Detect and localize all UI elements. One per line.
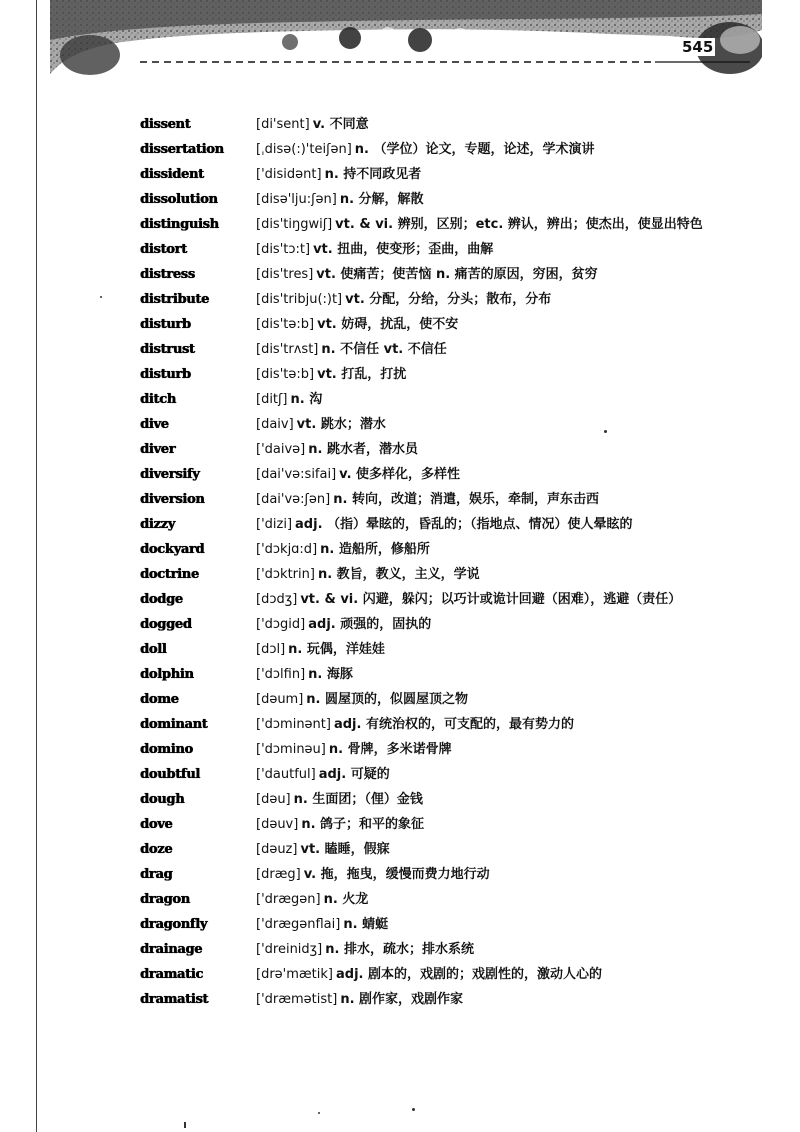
entry-phonetic: [disə'lju:ʃən] bbox=[256, 192, 337, 207]
entry-phonetic: [dəuv] bbox=[256, 817, 299, 832]
entry-headword: distribute bbox=[140, 292, 209, 307]
entry-meaning: n. 跳水者，潜水员 bbox=[308, 442, 418, 457]
entry-meaning: n. 排水，疏水；排水系统 bbox=[325, 942, 474, 957]
entry-phonetic: ['daivə] bbox=[256, 442, 306, 457]
entry-meaning: v. 拖，拖曳，缓慢而费力地行动 bbox=[303, 867, 490, 882]
dictionary-entry bbox=[140, 287, 720, 312]
entry-headword: dragon bbox=[140, 892, 190, 907]
entry-phonetic: [dis'tɔ:t] bbox=[256, 242, 311, 257]
dictionary-entry bbox=[140, 787, 720, 812]
entry-phonetic: [dəum] bbox=[256, 692, 304, 707]
entry-meaning: vt. 扭曲，使变形；歪曲，曲解 bbox=[313, 242, 494, 257]
entry-phonetic: [dis'tribju(:)t] bbox=[256, 292, 343, 307]
entry-phonetic: [dai'və:sifai] bbox=[256, 467, 337, 482]
entry-definition-block bbox=[256, 712, 720, 737]
entry-definition-block bbox=[256, 187, 720, 212]
entry-headword: drainage bbox=[140, 942, 203, 957]
entry-meaning: n. 转向，改道；消遣，娱乐，牵制，声东击西 bbox=[333, 492, 599, 507]
dictionary-entry bbox=[140, 537, 720, 562]
entry-headword: diver bbox=[140, 442, 176, 457]
entry-definition-block bbox=[256, 762, 720, 787]
entry-definition-block bbox=[256, 937, 720, 962]
entry-headword: dive bbox=[140, 417, 169, 432]
entry-meaning: n. 生面团；（俚）金钱 bbox=[293, 792, 423, 807]
entry-definition-block bbox=[256, 287, 720, 312]
entry-definition-block bbox=[256, 662, 720, 687]
entry-definition-block bbox=[256, 812, 720, 837]
entry-definition-block bbox=[256, 962, 720, 987]
entry-meaning: vt. 妨碍，扰乱，使不安 bbox=[317, 317, 459, 332]
entry-phonetic: [daiv] bbox=[256, 417, 294, 432]
entry-phonetic: ['dɔktrin] bbox=[256, 567, 315, 582]
dictionary-entry bbox=[140, 487, 720, 512]
dictionary-entry bbox=[140, 662, 720, 687]
entry-meaning: vt. 打乱，打扰 bbox=[317, 367, 407, 382]
dictionary-entry bbox=[140, 637, 720, 662]
entry-headword: dizzy bbox=[140, 517, 175, 532]
entry-phonetic: [di'sent] bbox=[256, 117, 310, 132]
entry-phonetic: ['drægən] bbox=[256, 892, 321, 907]
entry-meaning: adj. （指）晕眩的，昏乱的；（指地点、情况）使人晕眩的 bbox=[295, 517, 633, 532]
entry-meaning: adj. 顽强的，固执的 bbox=[308, 617, 432, 632]
entry-meaning: v. 不同意 bbox=[312, 117, 369, 132]
dictionary-entry bbox=[140, 262, 720, 287]
entry-meaning: n. 分解，解散 bbox=[339, 192, 424, 207]
entry-headword: dove bbox=[140, 817, 173, 832]
entry-definition-block bbox=[256, 862, 720, 887]
entry-headword: dissident bbox=[140, 167, 204, 182]
dictionary-entry bbox=[140, 862, 720, 887]
entry-headword: dramatic bbox=[140, 967, 203, 982]
entry-meaning: n. 不信任 vt. 不信任 bbox=[321, 342, 447, 357]
entry-phonetic: [dræg] bbox=[256, 867, 301, 882]
entry-phonetic: ['dræmətist] bbox=[256, 992, 338, 1007]
dictionary-entry bbox=[140, 437, 720, 462]
entry-meaning: n. 剧作家，戏剧作家 bbox=[340, 992, 464, 1007]
dictionary-entry bbox=[140, 937, 720, 962]
entry-headword: diversify bbox=[140, 467, 200, 482]
print-speck bbox=[604, 430, 607, 433]
entry-phonetic: ['drægənflai] bbox=[256, 917, 341, 932]
entry-definition-block bbox=[256, 537, 720, 562]
dictionary-entry bbox=[140, 687, 720, 712]
entry-definition-block bbox=[256, 412, 720, 437]
entry-headword: ditch bbox=[140, 392, 176, 407]
entry-headword: dominant bbox=[140, 717, 208, 732]
entry-phonetic: [dɔl] bbox=[256, 642, 286, 657]
entry-definition-block bbox=[256, 562, 720, 587]
entry-definition-block bbox=[256, 512, 720, 537]
entry-definition-block bbox=[256, 462, 720, 487]
entry-phonetic: [dəuz] bbox=[256, 842, 298, 857]
page-number: 545 bbox=[682, 38, 714, 56]
entry-phonetic: ['dizi] bbox=[256, 517, 293, 532]
print-speck bbox=[412, 1108, 415, 1111]
entry-phonetic: ['disidənt] bbox=[256, 167, 322, 182]
entry-definition-block bbox=[256, 262, 720, 287]
entry-headword: drag bbox=[140, 867, 173, 882]
entry-meaning: vt. 跳水；潜水 bbox=[296, 417, 386, 432]
entry-definition-block bbox=[256, 387, 720, 412]
dictionary-entry bbox=[140, 812, 720, 837]
dictionary-entry bbox=[140, 837, 720, 862]
dictionary-entry bbox=[140, 337, 720, 362]
dictionary-entry bbox=[140, 887, 720, 912]
entry-phonetic: [ˌdisə(:)'teiʃən] bbox=[256, 142, 352, 157]
entry-meaning: n. 海豚 bbox=[308, 667, 353, 682]
entry-headword: disturb bbox=[140, 367, 191, 382]
entry-phonetic: ['dɔgid] bbox=[256, 617, 306, 632]
entry-headword: dome bbox=[140, 692, 179, 707]
entry-definition-block bbox=[256, 837, 720, 862]
entry-definition-block bbox=[256, 912, 720, 937]
entry-meaning: n. 鸽子；和平的象征 bbox=[301, 817, 425, 832]
entry-headword: dough bbox=[140, 792, 185, 807]
entry-definition-block bbox=[256, 337, 720, 362]
dictionary-entry bbox=[140, 462, 720, 487]
entry-headword: doll bbox=[140, 642, 167, 657]
dictionary-entry bbox=[140, 112, 720, 137]
entry-headword: dissolution bbox=[140, 192, 218, 207]
print-speck bbox=[184, 1122, 186, 1128]
dictionary-entry bbox=[140, 312, 720, 337]
dictionary-entry bbox=[140, 987, 720, 1012]
dictionary-entry bbox=[140, 712, 720, 737]
decorative-header-graphic bbox=[50, 0, 762, 92]
entry-headword: dissent bbox=[140, 117, 191, 132]
entry-headword: dragonfly bbox=[140, 917, 207, 932]
entry-definition-block bbox=[256, 737, 720, 762]
entry-definition-block bbox=[256, 637, 720, 662]
entry-meaning: n. 教旨，教义，主义，学说 bbox=[317, 567, 480, 582]
entry-headword: dockyard bbox=[140, 542, 205, 557]
entry-phonetic: ['dreinidʒ] bbox=[256, 942, 323, 957]
entry-headword: doze bbox=[140, 842, 173, 857]
entry-phonetic: [ditʃ] bbox=[256, 392, 288, 407]
entry-phonetic: [dis'tə:b] bbox=[256, 367, 315, 382]
entry-phonetic: [dis'trʌst] bbox=[256, 342, 319, 357]
entry-phonetic: ['dɔkjɑ:d] bbox=[256, 542, 318, 557]
entry-phonetic: ['dautful] bbox=[256, 767, 316, 782]
dictionary-entry bbox=[140, 562, 720, 587]
entry-definition-block bbox=[256, 987, 720, 1012]
page-header-banner bbox=[50, 0, 762, 92]
entry-meaning: n. 造船所，修船所 bbox=[320, 542, 430, 557]
entry-definition-block bbox=[256, 312, 720, 337]
entry-phonetic: ['dɔminəu] bbox=[256, 742, 326, 757]
dictionary-entry bbox=[140, 612, 720, 637]
dictionary-entry bbox=[140, 387, 720, 412]
entry-definition-block bbox=[256, 587, 720, 612]
entry-meaning: vt. & vi. 闪避，躲闪；以巧计或诡计回避（困难），逃避（责任） bbox=[300, 592, 682, 607]
entry-headword: dramatist bbox=[140, 992, 209, 1007]
print-speck bbox=[100, 296, 102, 298]
entry-phonetic: [dai'və:ʃən] bbox=[256, 492, 331, 507]
entry-phonetic: [dis'tə:b] bbox=[256, 317, 315, 332]
entry-phonetic: ['dɔminənt] bbox=[256, 717, 331, 732]
entry-meaning: n. 持不同政见者 bbox=[324, 167, 422, 182]
entry-headword: distort bbox=[140, 242, 187, 257]
entry-headword: dodge bbox=[140, 592, 183, 607]
dictionary-entry bbox=[140, 412, 720, 437]
entry-headword: distress bbox=[140, 267, 195, 282]
entry-headword: diversion bbox=[140, 492, 205, 507]
dictionary-entry bbox=[140, 762, 720, 787]
entry-meaning: n. 玩偶，洋娃娃 bbox=[288, 642, 385, 657]
print-speck bbox=[318, 1112, 320, 1114]
entry-headword: disturb bbox=[140, 317, 191, 332]
entry-meaning: n. 火龙 bbox=[323, 892, 369, 907]
dictionary-entry bbox=[140, 962, 720, 987]
entry-definition-block bbox=[256, 887, 720, 912]
entry-list bbox=[140, 112, 720, 1012]
entry-definition-block bbox=[256, 362, 720, 387]
entry-definition-block bbox=[256, 237, 720, 262]
dictionary-entry bbox=[140, 912, 720, 937]
dictionary-entry bbox=[140, 187, 720, 212]
entry-headword: distrust bbox=[140, 342, 195, 357]
entry-meaning: vt. 瞌睡，假寐 bbox=[300, 842, 390, 857]
dictionary-entry bbox=[140, 237, 720, 262]
dictionary-entry bbox=[140, 512, 720, 537]
entry-headword: dogged bbox=[140, 617, 192, 632]
entry-meaning: v. 使多样化，多样性 bbox=[339, 467, 461, 482]
entry-meaning: n. 沟 bbox=[290, 392, 323, 407]
entry-definition-block bbox=[256, 487, 720, 512]
entry-headword: doubtful bbox=[140, 767, 200, 782]
dictionary-entry bbox=[140, 587, 720, 612]
entry-phonetic: [dis'tres] bbox=[256, 267, 314, 282]
entry-definition-block bbox=[256, 612, 720, 637]
entry-phonetic: [dɔdʒ] bbox=[256, 592, 298, 607]
entry-phonetic: [drə'mætik] bbox=[256, 967, 333, 982]
entry-meaning: n. 圆屋顶的，似圆屋顶之物 bbox=[306, 692, 469, 707]
entry-definition-block bbox=[256, 687, 720, 712]
entry-meaning: vt. & vi. 辨别，区别；etc. 辨认，辨出；使杰出，使显出特色 bbox=[335, 217, 703, 232]
entry-headword: dolphin bbox=[140, 667, 194, 682]
entry-meaning: n. 骨牌，多米诺骨牌 bbox=[328, 742, 452, 757]
dictionary-entry bbox=[140, 137, 720, 162]
entry-meaning: n. （学位）论文，专题，论述，学术演讲 bbox=[354, 142, 595, 157]
dictionary-entry bbox=[140, 212, 720, 237]
entry-definition-block bbox=[256, 212, 720, 237]
entry-phonetic: [dis'tiŋgwiʃ] bbox=[256, 217, 333, 232]
entry-meaning: adj. 剧本的，戏剧的；戏剧性的，激动人心的 bbox=[335, 967, 602, 982]
entry-phonetic: ['dɔlfin] bbox=[256, 667, 306, 682]
entry-meaning: vt. 使痛苦；使苦恼 n. 痛苦的原因，穷困，贫穷 bbox=[316, 267, 598, 282]
entry-phonetic: [dəu] bbox=[256, 792, 291, 807]
entry-meaning: adj. 可疑的 bbox=[318, 767, 390, 782]
entry-definition-block bbox=[256, 437, 720, 462]
entry-definition-block bbox=[256, 787, 720, 812]
entry-headword: doctrine bbox=[140, 567, 199, 582]
entry-headword: domino bbox=[140, 742, 193, 757]
entry-meaning: vt. 分配，分给，分头；散布，分布 bbox=[345, 292, 552, 307]
entry-definition-block bbox=[256, 112, 720, 137]
entry-headword: distinguish bbox=[140, 217, 219, 232]
entry-meaning: adj. 有统治权的，可支配的，最有势力的 bbox=[333, 717, 574, 732]
entry-definition-block bbox=[256, 162, 720, 187]
dictionary-entry bbox=[140, 162, 720, 187]
entry-headword: dissertation bbox=[140, 142, 224, 157]
dictionary-entry bbox=[140, 737, 720, 762]
page-spine-line bbox=[36, 0, 37, 1132]
dictionary-entry bbox=[140, 362, 720, 387]
entry-definition-block bbox=[256, 137, 720, 162]
entry-meaning: n. 蜻蜓 bbox=[343, 917, 389, 932]
